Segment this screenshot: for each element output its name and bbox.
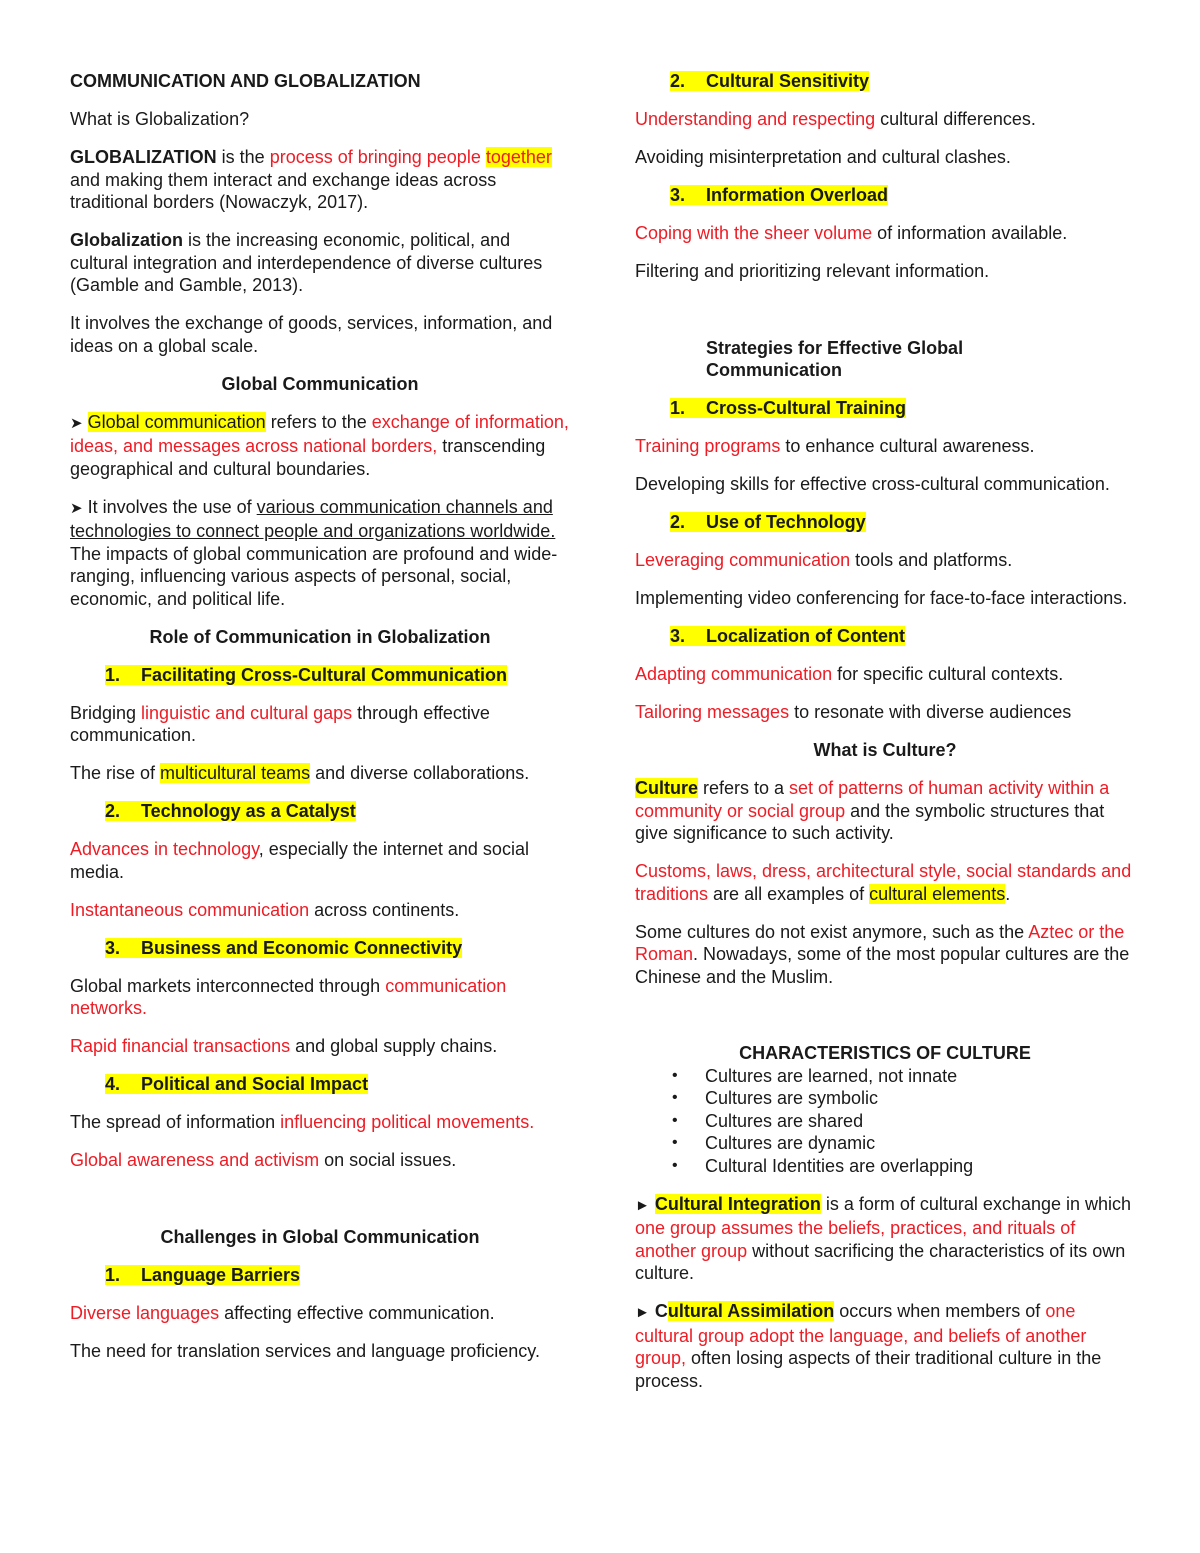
- highlighted-text: multicultural teams: [160, 763, 311, 783]
- red-text: Customs, laws, dress, architectural style, social standards and traditions: [635, 861, 1132, 904]
- role-item-2-text-2: Instantaneous communication across continents.: [70, 899, 460, 920]
- item-number: 1.: [105, 1264, 121, 1285]
- role-item-1-text-2: The rise of multicultural teams and diverse collaborations.: [70, 763, 530, 783]
- item-label: Political and Social Impact: [141, 1074, 369, 1094]
- globalization-definition-3: It involves the exchange of goods, services, information, and ideas on a global scale.: [70, 313, 553, 356]
- item-number: 2.: [670, 71, 686, 91]
- pointer-arrow-icon: ►: [635, 1196, 650, 1214]
- item-number: 3.: [670, 626, 686, 646]
- list-item: • Cultures are dynamic: [672, 1133, 876, 1153]
- text: transcending geographical and cultural boundaries.: [70, 436, 546, 479]
- challenge-item-2-text-2: Avoiding misinterpretation and cultural clashes.: [635, 147, 1011, 167]
- red-text: Tailoring messages: [635, 702, 790, 722]
- red-text: linguistic and cultural gaps: [141, 702, 353, 723]
- heading-role-of-communication: Role of Communication in Globalization: [149, 626, 491, 647]
- question-globalization: What is Globalization?: [70, 109, 250, 129]
- bullet-icon: •: [672, 1089, 678, 1106]
- item-label: Information Overload: [706, 185, 889, 205]
- red-text: Rapid financial transactions: [70, 1036, 291, 1056]
- role-item-3-heading: [70, 937, 570, 960]
- term: Globalization: [70, 230, 184, 250]
- red-text: exchange of information, ideas, and messages across national borders,: [70, 411, 569, 456]
- item-number: 1.: [105, 664, 121, 685]
- bullet-icon: •: [672, 1111, 678, 1129]
- global-communication-point-2: [70, 496, 570, 611]
- heading-characteristics-of-culture: CHARACTERISTICS OF CULTURE: [739, 1043, 1031, 1063]
- red-text: process of bringing people: [269, 147, 481, 167]
- highlighted-red-text: together: [485, 147, 552, 167]
- arrow-bullet-icon: ➤: [70, 499, 83, 517]
- strategy-item-1-text-2: Developing skills for effective cross-cultural communication.: [635, 474, 1110, 494]
- red-text: Advances in technology: [70, 839, 259, 859]
- strategy-item-1-text-1: Training programs to enhance cultural awareness.: [635, 436, 1035, 456]
- culture-definition-2: Customs, laws, dress, architectural style, social standards and traditions are all examples of cultural elements.: [635, 861, 1132, 904]
- role-item-1-text-1: Bridging linguistic and cultural gaps through effective communication.: [70, 702, 490, 745]
- item-label: Use of Technology: [706, 512, 866, 532]
- text: is the increasing economic, political, and cultural integration and interdependence of diverse cultures (Gamble and Gamble, 2013).: [70, 230, 543, 295]
- document-title: COMMUNICATION AND GLOBALIZATION: [70, 71, 421, 91]
- item-label: Business and Economic Connectivity: [141, 937, 463, 958]
- item-label: Localization of Content: [706, 626, 905, 646]
- highlighted-term: ultural Assimilation: [667, 1301, 835, 1321]
- bullet-icon: •: [672, 1066, 678, 1084]
- global-communication-point-1: [70, 411, 570, 481]
- red-text: set of patterns of human activity within a community or social group: [635, 778, 1110, 821]
- challenge-item-2-heading: [635, 70, 1135, 93]
- highlighted-text: Global communication: [87, 411, 266, 432]
- term: GLOBALIZATION: [70, 147, 217, 167]
- text: is the: [216, 147, 270, 167]
- item-number: 4.: [105, 1074, 121, 1094]
- item-number: 2.: [105, 801, 121, 821]
- heading-what-is-culture: What is Culture?: [813, 740, 957, 760]
- item-label: Cross-Cultural Training: [706, 398, 907, 418]
- red-text: one cultural group adopt the language, and beliefs of another group,: [635, 1301, 1087, 1368]
- bullet-icon: •: [672, 1134, 678, 1151]
- item-number: 1.: [670, 398, 686, 418]
- role-item-3-text-2: Rapid financial transactions and global supply chains.: [70, 1036, 498, 1056]
- challenge-item-2-text-1: Understanding and respecting cultural differences.: [635, 109, 1036, 129]
- strategy-item-2-text-1: Leveraging communication tools and platforms.: [635, 550, 1013, 570]
- item-label: Cultural Sensitivity: [706, 71, 870, 91]
- heading-challenges: Challenges in Global Communication: [160, 1226, 480, 1247]
- culture-definition-1: Culture refers to a set of patterns of human activity within a community or social group and the symbolic structures that give significance to such activity.: [635, 778, 1110, 843]
- arrow-bullet-icon: ➤: [70, 414, 83, 432]
- item-label: Technology as a Catalyst: [141, 801, 356, 821]
- strategy-item-3-text-1: Adapting communication for specific cultural contexts.: [635, 664, 1064, 684]
- text: The impacts of global communication are profound and wide-ranging, influencing various aspects of personal, social, economic, and political life.: [70, 543, 558, 609]
- cultural-assimilation-paragraph: ► Cultural Assimilation occurs when members of one cultural group adopt the language, and beliefs of another group, often losing aspects of their traditional culture in the process.: [635, 1301, 1102, 1391]
- challenge-item-3-text-2: Filtering and prioritizing relevant information.: [635, 261, 990, 281]
- strategy-item-3-heading: [635, 625, 1135, 648]
- challenge-item-1-text-2: The need for translation services and language proficiency.: [70, 1340, 540, 1361]
- item-label: Facilitating Cross-Cultural Communication: [141, 664, 508, 685]
- red-text: Understanding and respecting: [635, 109, 876, 129]
- highlighted-text: cultural elements: [869, 883, 1006, 904]
- culture-definition-3: Some cultures do not exist anymore, such as the Aztec or the Roman. Nowadays, some of the most popular cultures are the Chinese and the Muslim.: [635, 921, 1130, 987]
- heading-global-communication: Global Communication: [221, 373, 419, 394]
- strategy-item-2-heading: [635, 511, 1135, 534]
- globalization-definition-1: [70, 146, 570, 214]
- item-number: 3.: [105, 937, 121, 958]
- red-text: Training programs: [635, 436, 781, 456]
- strategy-item-2-text-2: Implementing video conferencing for face-to-face interactions.: [635, 588, 1128, 608]
- list-item: • Cultures are learned, not innate: [672, 1065, 958, 1086]
- text: refers to the: [265, 411, 372, 432]
- role-item-4-text-2: Global awareness and activism on social issues.: [70, 1150, 457, 1170]
- item-number: 2.: [670, 512, 686, 532]
- red-text: Coping with the sheer volume: [635, 223, 873, 243]
- item-label: Language Barriers: [141, 1264, 301, 1285]
- red-text: Diverse languages: [70, 1302, 220, 1323]
- item-number: 3.: [670, 185, 686, 205]
- role-item-2-text-1: Advances in technology, especially the internet and social media.: [70, 839, 529, 882]
- characteristics-list: [635, 1065, 1135, 1178]
- challenge-item-3-heading: [635, 184, 1135, 207]
- list-item: • Cultures are shared: [672, 1110, 864, 1131]
- list-item: • Cultures are symbolic: [672, 1088, 879, 1108]
- right-column: [635, 70, 1135, 1392]
- red-text: one group assumes the beliefs, practices, and rituals of another group: [635, 1218, 1076, 1261]
- role-item-3-text-1: Global markets interconnected through communication networks.: [70, 975, 507, 1018]
- highlighted-term: Culture: [635, 778, 698, 798]
- underlined-text: various communication channels and technologies to connect people and organizations worldwide.: [70, 496, 556, 541]
- red-text: Global awareness and activism: [70, 1150, 320, 1170]
- highlighted-term: Cultural Integration: [654, 1193, 821, 1214]
- role-item-1-heading: [70, 664, 570, 687]
- challenge-item-1-heading: [70, 1264, 570, 1287]
- cultural-integration-paragraph: ► Cultural Integration is a form of cultural exchange in which one group assumes the beliefs, practices, and rituals of another group without sacrificing the characteristics of its own culture.: [635, 1193, 1132, 1283]
- red-text: influencing political movements.: [280, 1112, 535, 1132]
- red-text: Leveraging communication: [635, 550, 851, 570]
- challenge-item-1-text-1: Diverse languages affecting effective communication.: [70, 1302, 495, 1323]
- role-item-4-heading: [70, 1073, 570, 1096]
- text: It involves the use of: [82, 496, 257, 517]
- role-item-2-heading: [70, 800, 570, 823]
- red-text: communication networks.: [70, 975, 507, 1018]
- red-text: Instantaneous communication: [70, 899, 310, 920]
- heading-strategies: Strategies for Effective Global Communication: [706, 337, 964, 380]
- challenge-item-3-text-1: Coping with the sheer volume of information available.: [635, 223, 1068, 243]
- strategy-item-1-heading: [635, 397, 1135, 420]
- left-column: [70, 70, 570, 1362]
- text: and making them interact and exchange ideas across traditional borders (Nowaczyk, 2017).: [70, 169, 497, 212]
- term-initial: C: [654, 1301, 668, 1321]
- red-text: Adapting communication: [635, 664, 833, 684]
- bullet-icon: •: [672, 1156, 678, 1174]
- red-text: Aztec or the Roman: [635, 921, 1125, 964]
- role-item-4-text-1: The spread of information influencing political movements.: [70, 1112, 535, 1132]
- pointer-arrow-icon: ►: [635, 1304, 650, 1321]
- list-item: • Cultural Identities are overlapping: [672, 1155, 974, 1176]
- strategy-item-3-text-2: Tailoring messages to resonate with diverse audiences: [635, 702, 1072, 722]
- globalization-definition-2: [70, 229, 570, 297]
